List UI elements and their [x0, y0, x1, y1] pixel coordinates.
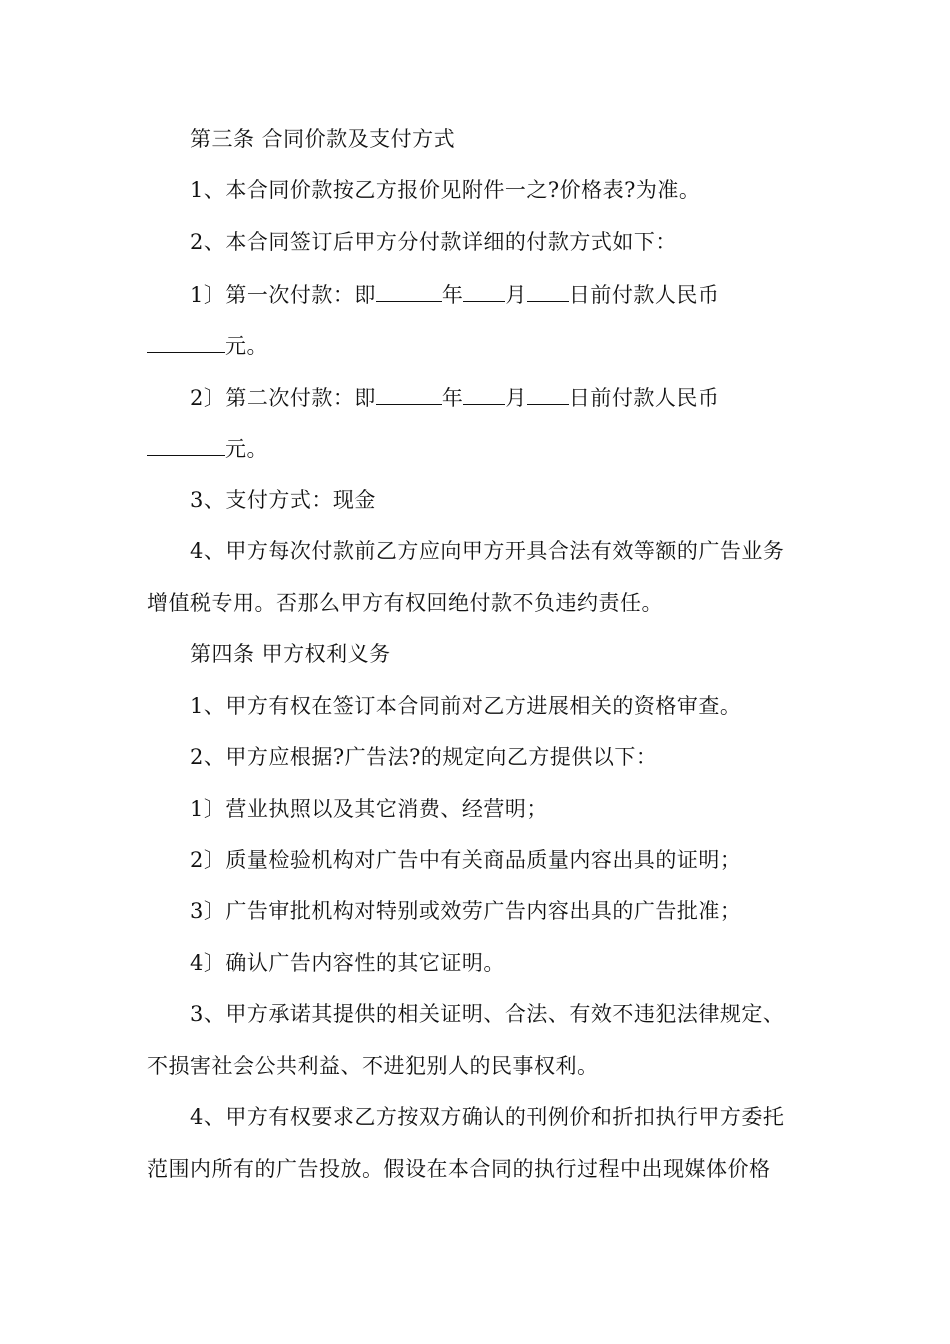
day-blank-field[interactable]	[527, 384, 569, 405]
clause-3-4	[190, 538, 784, 564]
clause-4-2	[190, 744, 657, 770]
clause-text: 不损害社会公共利益、不进犯别人的民事权利。	[147, 1054, 599, 1078]
year-label: 年	[441, 386, 464, 410]
clause-4-4-continued	[147, 1156, 771, 1182]
section-heading-article-3	[190, 126, 455, 152]
clause-3-3	[190, 487, 376, 513]
first-payment-amount-line	[147, 332, 268, 359]
month-label: 月	[505, 283, 527, 307]
month-blank-field[interactable]	[463, 281, 505, 302]
clause-text: 4、甲方有权要求乙方按双方确认的刊例价和折扣执行甲方委托	[190, 1105, 785, 1129]
second-payment-line	[190, 384, 719, 411]
year-label: 年	[441, 283, 464, 307]
item-text: 3〕广告审批机构对特别或效劳广告内容出具的广告批准；	[190, 899, 742, 923]
item-text: 4〕确认广告内容性的其它证明。	[190, 951, 505, 975]
yuan-label: 元。	[225, 334, 268, 358]
clause-text: 增值税专用。否那么甲方有权回绝付款不负违约责任。	[147, 591, 663, 615]
payment-rmb-label: 日前付款人民币	[568, 283, 720, 307]
clause-4-3-continued	[147, 1053, 599, 1079]
second-payment-label: 2〕第二次付款：即	[190, 386, 376, 410]
clause-text: 3、甲方承诺其提供的相关证明、合法、有效不违犯法律规定、	[190, 1002, 785, 1026]
clause-text: 3、支付方式：现金	[190, 488, 376, 512]
first-payment-line	[190, 281, 719, 308]
amount-blank-field[interactable]	[147, 332, 225, 353]
heading-text: 第四条 甲方权利义务	[190, 642, 391, 666]
yuan-label: 元。	[225, 437, 268, 461]
item-text: 2〕质量检验机构对广告中有关商品质量内容出具的证明；	[190, 848, 742, 872]
clause-text: 4、甲方每次付款前乙方应向甲方开具合法有效等额的广告业务	[190, 539, 785, 563]
item-text: 1〕营业执照以及其它消费、经营明；	[190, 797, 548, 821]
first-payment-label: 1〕第一次付款：即	[190, 283, 376, 307]
amount-blank-field[interactable]	[147, 435, 225, 456]
year-blank-field[interactable]	[376, 384, 442, 405]
section-heading-article-4	[190, 641, 391, 667]
clause-3-4-continued	[147, 590, 663, 616]
clause-4-2-item-3	[190, 898, 741, 924]
clause-text: 范围内所有的广告投放。假设在本合同的执行过程中出现媒体价格	[147, 1157, 771, 1181]
clause-3-1	[190, 177, 700, 203]
month-label: 月	[505, 386, 527, 410]
year-blank-field[interactable]	[376, 281, 442, 302]
clause-text: 1、本合同价款按乙方报价见附件一之?价格表?为准。	[190, 178, 701, 202]
clause-4-2-item-4	[190, 950, 505, 976]
clause-4-3	[190, 1001, 784, 1027]
clause-text: 1、甲方有权在签订本合同前对乙方进展相关的资格审查。	[190, 694, 742, 718]
clause-4-2-item-1	[190, 796, 548, 822]
month-blank-field[interactable]	[463, 384, 505, 405]
heading-text: 第三条 合同价款及支付方式	[190, 127, 456, 151]
clause-4-1	[190, 693, 741, 719]
clause-text: 2、本合同签订后甲方分付款详细的付款方式如下：	[190, 230, 677, 254]
day-blank-field[interactable]	[527, 281, 569, 302]
clause-4-2-item-2	[190, 847, 741, 873]
clause-text: 2、甲方应根据?广告法?的规定向乙方提供以下：	[190, 745, 658, 769]
second-payment-amount-line	[147, 435, 268, 462]
payment-rmb-label: 日前付款人民币	[568, 386, 720, 410]
clause-3-2	[190, 229, 677, 255]
clause-4-4	[190, 1104, 784, 1130]
